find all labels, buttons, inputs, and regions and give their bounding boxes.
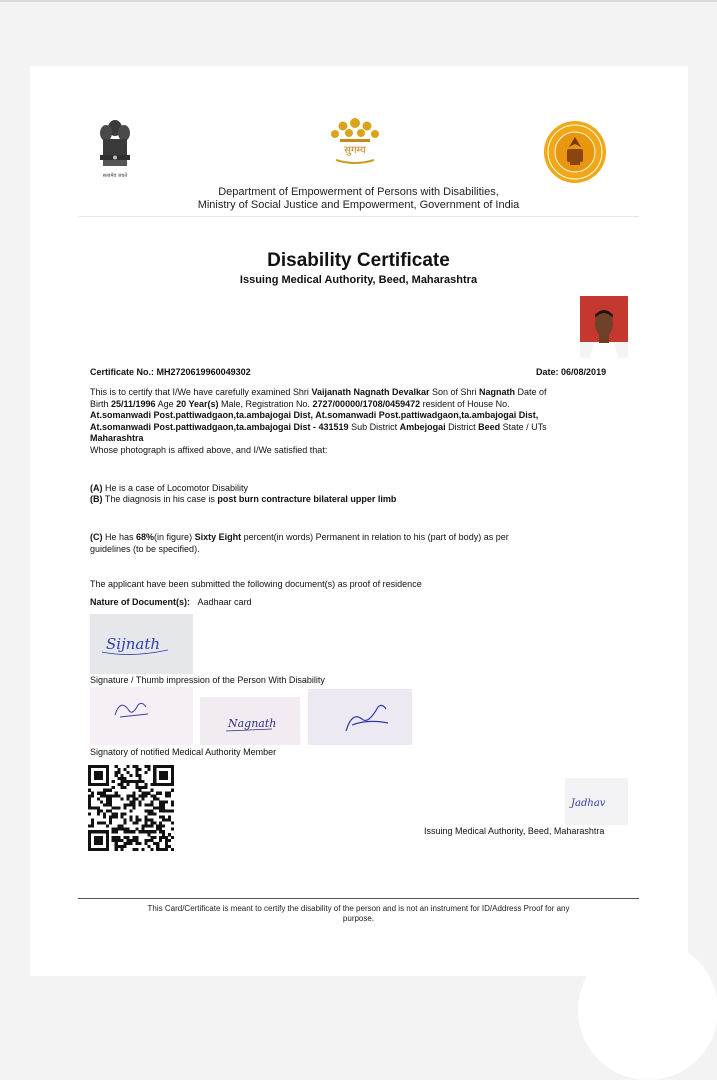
authority-label: Issuing Medical Authority, Beed, Maharashtra bbox=[424, 826, 605, 836]
member-signature-2 bbox=[200, 697, 300, 745]
footer-divider bbox=[78, 898, 639, 899]
header-divider bbox=[78, 216, 639, 217]
svg-text:Nagnath: Nagnath bbox=[228, 717, 277, 730]
member-signature-1 bbox=[90, 687, 193, 745]
department-line-2: Ministry of Social Justice and Empowerment, Government of India bbox=[197, 199, 520, 211]
members-label: Signatory of notified Medical Authority Member bbox=[90, 747, 277, 757]
nature-of-document: Nature of Document(s): Aadhaar card bbox=[90, 597, 252, 607]
certificate-date: Date: 06/08/2019 bbox=[536, 367, 607, 377]
item-c-cont: guidelines (to be specified). bbox=[90, 544, 200, 554]
applicant-photo bbox=[580, 296, 628, 358]
accessible-india-logo bbox=[326, 116, 384, 168]
svg-text:Sijnath: Sijnath bbox=[106, 635, 161, 653]
page-title: Disability Certificate bbox=[267, 250, 450, 271]
page-subtitle: Issuing Medical Authority, Beed, Maharashtra bbox=[239, 274, 478, 286]
authority-signature bbox=[565, 778, 628, 825]
person-name: Vaijanath Nagnath Devalkar bbox=[311, 387, 430, 397]
item-b: (B) The diagnosis in his case is post burn contracture bilateral upper limb bbox=[90, 494, 397, 504]
logo-text: सुगम्य bbox=[344, 145, 366, 156]
person-signature bbox=[90, 614, 193, 674]
footer-note: This Card/Certificate is meant to certify the disability of the person and is not an instrument for ID/Address Proof for any purpose. bbox=[147, 904, 570, 923]
national-emblem-icon bbox=[95, 117, 135, 180]
qr-code[interactable] bbox=[88, 765, 174, 851]
scroll-button[interactable] bbox=[578, 940, 717, 1080]
certification-paragraph: This is to certify that I/We have carefully examined Shri Vaijanath Nagnath Devalkar Son of Shri Nagnath Date of Birth 25/11/1996 Age 20 Year(s) Male, Registration No. 2727/00000/1708/0459472 resident of House No. At.somanwadi Post.pattiwadgaon,ta.ambajogai Dist, At.somanwadi Post.pattiwadgaon,ta.ambajogai Dist, At.somanwadi Post.pattiwadgaon,ta.ambajogai Dist - 431519 Sub District Ambejogai District Beed State / UTs Maharashtra Whose photograph is affixed above, and I/We satisfied that: bbox=[90, 387, 547, 455]
certificate-number: Certificate No.: MH2720619960049302 bbox=[90, 367, 251, 377]
emblem-caption: सत्यमेव जयते bbox=[102, 173, 128, 179]
member-signature-3 bbox=[308, 689, 412, 745]
person-signature-label: Signature / Thumb impression of the Person With Disability bbox=[90, 675, 325, 685]
residence-line: The applicant have been submitted the following document(s) as proof of residence bbox=[90, 579, 422, 589]
top-bar bbox=[0, 0, 717, 68]
item-a: (A) He is a case of Locomotor Disability bbox=[90, 483, 249, 493]
state-seal-icon bbox=[543, 120, 607, 184]
svg-text:Jadhav: Jadhav bbox=[571, 798, 606, 809]
item-c: (C) He has 68%(in figure) Sixty Eight percent(in words) Permanent in relation to his (part of body) as per bbox=[90, 532, 509, 542]
department-line-1: Department of Empowerment of Persons with Disabilities, bbox=[218, 186, 499, 198]
